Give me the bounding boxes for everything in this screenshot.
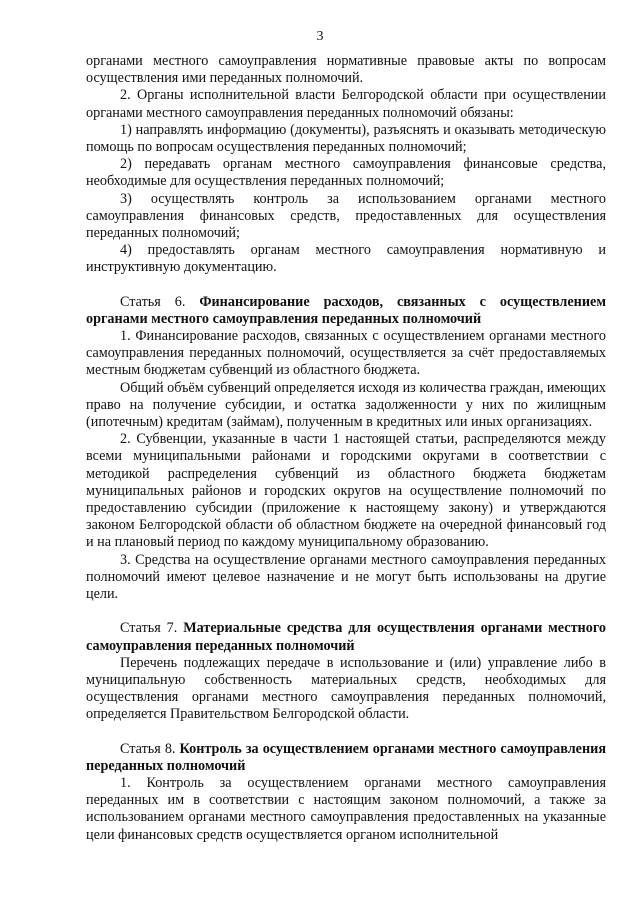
paragraph: 1) направлять информацию (документы), разъяснять и оказывать методическую помощь по вопросам осуществления переданных полномочий; xyxy=(86,121,606,156)
paragraph: 2. Органы исполнительной власти Белгородской области при осуществлении органами местного самоуправления переданных полномочий обязаны: xyxy=(86,87,606,121)
article-8-prefix: Статья 8. xyxy=(120,740,180,757)
paragraph: Общий объём субвенций определяется исходя из количества граждан, имеющих право на получение субсидии, и остатка задолженности у них по жилищным (ипотечным) кредитам (займам), полученным в кредитных или иных организациях. xyxy=(86,379,607,431)
paragraph: 1. Контроль за осуществлением органами местного самоуправления переданных им в соответствии с настоящим законом полномочий, а также за использованием органами местного самоуправления предоставленных на указанные цели финансовых средств осуществляется органом исполнительной xyxy=(86,774,606,843)
paragraph: 2. Субвенции, указанные в части 1 настоящей статьи, распределяются между всеми муниципальными районами и городскими округами в соответствии с методикой распределения субвенций из областного бюджета бюджетам муниципальных районов и городских округов на осуществление полномочий по предоставлению субсидии (приложение к настоящему закону) и утверждаются законом Белгородской области об областном бюджете на очередной финансовый год и на плановый период по каждому муниципальному образованию. xyxy=(86,431,606,551)
article-6-title: Финансирование расходов, связанных с осуществлением органами местного самоуправления переданных полномочий xyxy=(86,293,606,327)
document-body xyxy=(86,53,606,844)
article-7-heading xyxy=(86,620,606,654)
page-number: 3 xyxy=(316,29,324,44)
paragraph: 3. Средства на осуществление органами местного самоуправления переданных полномочий имеют целевое назначение и не могут быть использованы на другие цели. xyxy=(86,551,606,603)
paragraph: 2) передавать органам местного самоуправления финансовые средства, необходимые для осуществления переданных полномочий; xyxy=(86,156,606,190)
paragraph: 3) осуществлять контроль за использованием органами местного самоуправления финансовых средств, предоставленных для осуществления переданных полномочий; xyxy=(86,190,606,242)
paragraph: Перечень подлежащих передаче в использование и (или) управление либо в муниципальную собственность материальных средств, необходимых для осуществления органами местного самоуправления переданных полномочий, определяется Правительством Белгородской области. xyxy=(86,654,606,723)
paragraph: 1. Финансирование расходов, связанных с осуществлением органами местного самоуправления переданных полномочий, осуществляется за счёт предоставляемых местным бюджетам субвенций из областного бюджета. xyxy=(86,328,606,379)
paragraph: органами местного самоуправления нормативные правовые акты по вопросам осуществления ими переданных полномочий. xyxy=(86,53,606,87)
paragraph: 4) предоставлять органам местного самоуправления нормативную и инструктивную документацию. xyxy=(86,242,606,276)
article-7-prefix: Статья 7. xyxy=(120,620,184,637)
article-8-title: Контроль за осуществлением органами местного самоуправления переданных полномочий xyxy=(86,740,606,774)
article-6-heading xyxy=(86,294,606,328)
article-7-title: Материальные средства для осуществления органами местного самоуправления переданных полномочий xyxy=(86,620,606,654)
article-6-prefix: Статья 6. xyxy=(120,293,200,310)
article-8-heading xyxy=(86,741,606,775)
